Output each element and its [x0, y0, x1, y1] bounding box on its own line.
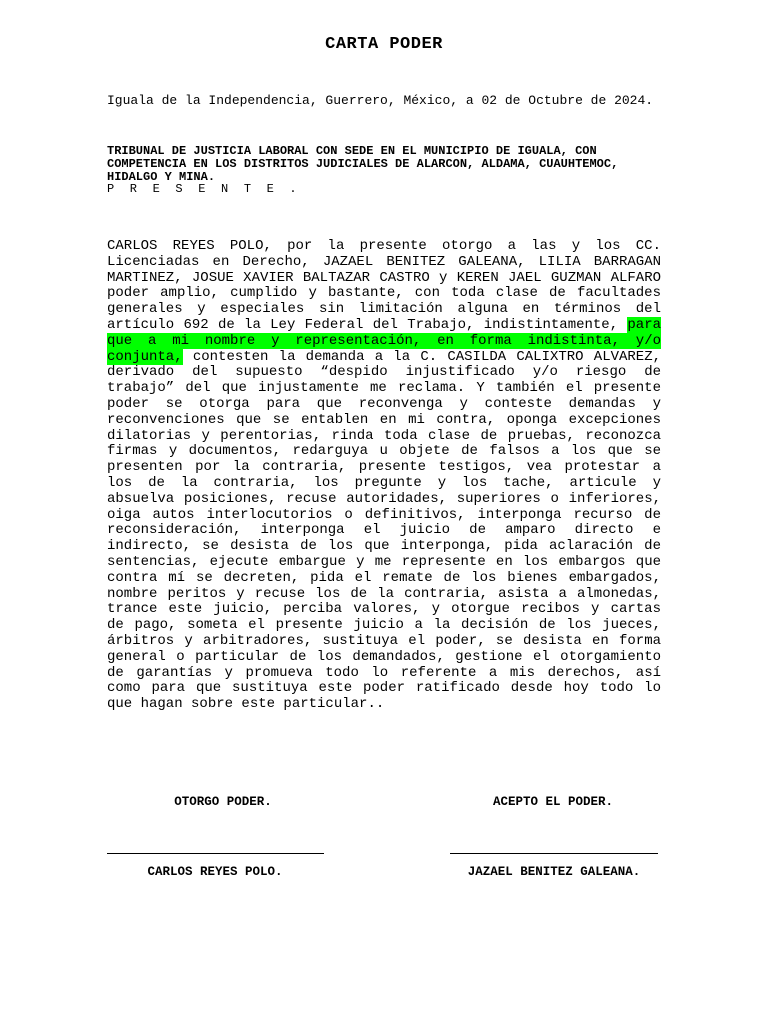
body-paragraph	[107, 239, 661, 713]
document-title: CARTA PODER	[325, 35, 443, 54]
addressee: TRIBUNAL DE JUSTICIA LABORAL CON SEDE EN EL MUNICIPIO DE IGUALA, CON COMPETENCIA EN LOS DISTRITOS JUDICIALES DE ALARCON, ALDAMA, CUAUHTEMOC, HIDALGO Y MINA.	[107, 144, 619, 184]
highlighted-text: para que a mi nombre y representación, en forma indistinta, y/o conjunta,	[107, 316, 661, 365]
signature-line-grantor	[107, 853, 324, 854]
signature-line-attorney	[450, 853, 658, 854]
body-text-before: CARLOS REYES POLO, por la presente otorgo a las y los CC. Licenciadas en Derecho, JAZAEL BENITEZ GALEANA, LILIA BARRAGAN MARTINEZ, JOSUE XAVIER BALTAZAR CASTRO y KEREN JAEL GUZMAN ALFARO poder amplio, cumplido y bastante, con toda clase de facultades generales y especiales sin limitación alguna en términos del artículo 692 de la Ley Federal del Trabajo, indistintamente,	[107, 238, 661, 333]
place-and-date: Iguala de la Independencia, Guerrero, México, a 02 de Octubre de 2024.	[107, 93, 654, 108]
presente-line: P R E S E N T E .	[107, 182, 301, 196]
signature-heading-attorney: ACEPTO EL PODER.	[492, 795, 614, 809]
signature-name-attorney: JAZAEL BENITEZ GALEANA.	[467, 865, 641, 879]
signature-name-grantor: CARLOS REYES POLO.	[147, 865, 283, 879]
signature-heading-grantor: OTORGO PODER.	[174, 795, 272, 809]
body-text-after: contesten la demanda a la C. CASILDA CALIXTRO ALVAREZ, derivado del supuesto “despido injustificado y/o riesgo de trabajo” del que injustamente me reclama. Y también el presente poder se otorga para que reconvenga y conteste demandas y reconvenciones que se entablen en mi contra, oponga excepciones dilatorias y perentorias, rinda toda clase de pruebas, reconozca firmas y documentos, redarguya u objete de falsos a los que se presenten por la contraria, presente testigos, vea protestar a los de la contraria, los pregunte y los tache, articule y absuelva posiciones, recuse autoridades, superiores o inferiores, oiga autos interlocutorios o definitivos, interponga recurso de reconsideración, interponga el juicio de amparo directo e indirecto, se desista de los que interponga, pida aclaración de sentencias, ejecute embargue y me represente en los embargos que contra mí se decreten, pida el remate de los bienes embargados, nombre peritos y recuse los de la contraria, asista a almonedas, trance este juicio, perciba valores, y otorgue recibos y cartas de pago, someta el presente juicio a la decisión de los jueces, árbitros y arbitradores, sustituya el poder, se desista en forma general o particular de los demandados, gestione el otorgamiento de garantías y promueva todo lo referente a mis derechos, así como para que sustituya este poder ratificado desde hoy todo lo que hagan sobre este particular..	[107, 348, 661, 713]
